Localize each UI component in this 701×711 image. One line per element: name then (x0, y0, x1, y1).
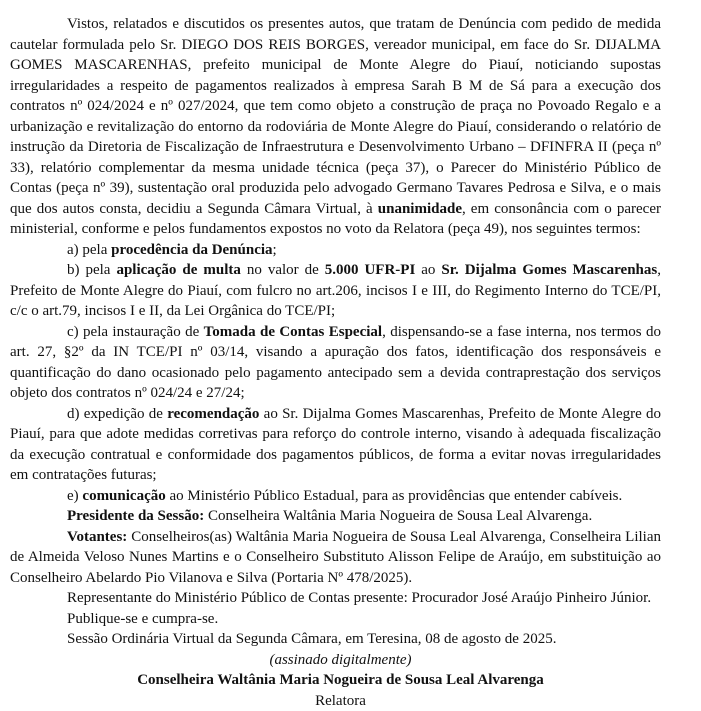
session-president-label: Presidente da Sessão: (67, 508, 204, 524)
item-e-bold: comunicação (82, 488, 165, 504)
intro-text-1: Vistos, relatados e discutidos os presentes autos, que tratam de Denúncia com pedido de medida cautelar formulada pelo Sr. DIEGO DOS REIS BORGES, vereador municipal, em face do Sr. DIJALMA GOMES MASCARENHAS, prefeito municipal de Monte Alegre do Piauí, noticiando supostas irregularidades a respeito de pagamentos realizados à empresa Sarah B M de Sá para a execução dos contratos nº 024/2024 e nº 027/2024, que tem como objeto a construção de praça no Povoado Regalo e a urbanização e revitalização do entorno da rodoviária de Monte Alegre do Piauí, considerando o relatório de instrução da Diretoria de Fiscalização de Infraestrutura e Desenvolvimento Urbano – DFINFRA II (peça nº 33), relatório complementar da mesma unidade técnica (peça 37), o Parecer do Ministério Público de Contas (peça nº 39), sustentação oral produzida pelo advogado Germano Tavares Pedrosa e Silva, e o mais que dos autos consta, decidiu a Segunda Câmara Virtual, à (10, 16, 661, 217)
item-d (10, 404, 661, 486)
item-b-text-3: ao (415, 262, 441, 278)
item-d-text-1: d) expedição de (67, 406, 167, 422)
item-e-text-1: e) (67, 488, 82, 504)
digital-signature-text: (assinado digitalmente) (269, 652, 411, 668)
item-e (10, 486, 661, 507)
item-d-text-2: ao Sr. Dijalma Gomes Mascarenhas, Prefeito de Monte Alegre do Piauí, para que adote medidas corretivas para reforço do controle interno, visando à adequada fiscalização da execução contratual e conformidade dos pagamentos públicos, de forma a evitar novas irregularidades em contratações futuras; (10, 406, 661, 484)
item-b-text-4: , Prefeito de Monte Alegre do Piauí, com fulcro no art.206, incisos I e III, do Regimento Interno do TCE/PI, c/c o art.79, incisos I e II, da Lei Orgânica do TCE/PI; (10, 262, 661, 319)
item-a-text-1: a) pela (67, 242, 111, 258)
item-b-bold-1: aplicação de multa (116, 262, 240, 278)
publish-line: Publique-se e cumpra-se. (10, 609, 661, 630)
session-president (10, 506, 661, 527)
item-a-bold: procedência da Denúncia (111, 242, 272, 258)
item-b (10, 260, 661, 322)
decision-intro-paragraph (10, 14, 661, 240)
voters-label: Votantes: (67, 529, 127, 545)
unanimity-bold: unanimidade (378, 201, 462, 217)
item-d-bold: recomendação (167, 406, 259, 422)
item-c-text-1: c) pela instauração de (67, 324, 204, 340)
item-c-bold: Tomada de Contas Especial (204, 324, 382, 340)
item-b-text-1: b) pela (67, 262, 116, 278)
signatory-role: Relatora (20, 691, 661, 711)
item-b-bold-3: Sr. Dijalma Gomes Mascarenhas (441, 262, 657, 278)
signatory-name-text: Conselheira Waltânia Maria Nogueira de Sousa Leal Alvarenga (137, 672, 544, 688)
item-b-text-2: no valor de (241, 262, 325, 278)
item-a (10, 240, 661, 261)
item-c (10, 322, 661, 404)
item-b-bold-2: 5.000 UFR-PI (325, 262, 416, 278)
item-e-text-2: ao Ministério Público Estadual, para as providências que entender cabíveis. (166, 488, 623, 504)
signatory-name (20, 670, 661, 691)
session-president-name: Conselheira Waltânia Maria Nogueira de Sousa Leal Alvarenga. (204, 508, 592, 524)
voters (10, 527, 661, 589)
voters-names: Conselheiros(as) Waltânia Maria Nogueira de Sousa Leal Alvarenga, Conselheira Lilian de Almeida Veloso Nunes Martins e o Conselheiro Substituto Alisson Felipe de Araújo, em substituição ao Conselheiro Abelardo Pio Vilanova e Silva (Portaria Nº 478/2025). (10, 529, 661, 586)
session-date: Sessão Ordinária Virtual da Segunda Câmara, em Teresina, 08 de agosto de 2025. (10, 629, 661, 650)
intro-text-2: , em consonância com o parecer ministerial, conforme e pelos fundamentos expostos no voto da Relatora (peça 49), nos seguintes termos: (10, 201, 661, 238)
item-c-text-2: , dispensando-se a fase interna, nos termos do art. 27, §2º da IN TCE/PI nº 03/14, visando a apuração dos fatos, identificação dos responsáveis e quantificação do dano ocasionado pelo pagamento antecipado sem a devida contraprestação dos serviços objeto dos contratos nº 024/24 e 27/24; (10, 324, 661, 402)
digital-signature-note (20, 650, 661, 671)
item-a-text-2: ; (273, 242, 277, 258)
public-ministry-representative: Representante do Ministério Público de Contas presente: Procurador José Araújo Pinheiro Júnior. (10, 588, 661, 609)
